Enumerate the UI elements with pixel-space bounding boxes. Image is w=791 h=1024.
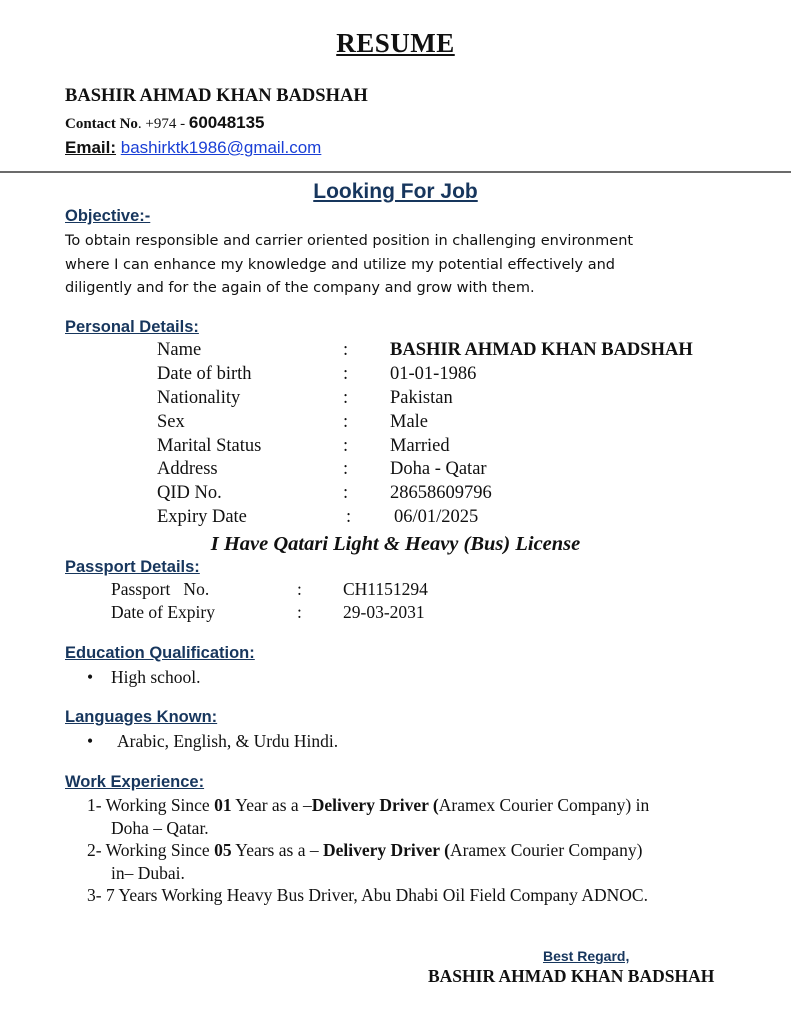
work-item xyxy=(87,839,642,862)
language-item: Arabic, English, & Urdu Hindi. xyxy=(117,731,339,751)
bullet-icon: • xyxy=(87,667,94,687)
contact-label: Contact No xyxy=(65,116,138,132)
personal-label-marital-status: Marital Status xyxy=(157,436,262,456)
email-line xyxy=(65,138,321,158)
passport-label-number: Passport No. xyxy=(111,579,210,599)
work-item-text: Working Since xyxy=(105,795,215,815)
passport-value-number: CH1151294 xyxy=(343,579,428,599)
personal-label-expiry: Expiry Date xyxy=(157,507,247,527)
work-item-text: Year as a – xyxy=(231,795,312,815)
resume-title: RESUME xyxy=(336,28,455,58)
personal-value-address: Doha - Qatar xyxy=(390,459,487,479)
signoff-name: BASHIR AHMAD KHAN BADSHAH xyxy=(428,966,715,986)
separator-colon: : xyxy=(343,459,349,479)
email-label: Email: xyxy=(65,138,117,157)
work-item-location: Doha – Qatar. xyxy=(111,818,209,838)
bullet-icon: • xyxy=(87,731,94,751)
work-item-number: 1- xyxy=(87,795,102,815)
personal-label-nationality: Nationality xyxy=(157,388,241,408)
best-regard: Best Regard, xyxy=(543,948,630,964)
objective-heading: Objective:- xyxy=(65,207,151,225)
work-item-location: in– Dubai. xyxy=(111,863,185,883)
personal-value-marital-status: Married xyxy=(390,436,450,456)
work-item xyxy=(87,884,648,907)
separator-colon: : xyxy=(343,364,349,384)
work-item-role: Delivery Driver ( xyxy=(322,840,450,860)
separator-colon: : xyxy=(346,507,352,527)
work-item xyxy=(87,794,649,817)
separator-colon: : xyxy=(343,412,349,432)
work-item-years: 01 xyxy=(214,795,232,815)
personal-label-dob: Date of birth xyxy=(157,364,252,384)
work-item-company: Aramex Courier Company) in xyxy=(438,795,650,815)
personal-value-sex: Male xyxy=(390,412,429,432)
separator-colon: : xyxy=(343,388,349,408)
license-note: I Have Qatari Light & Heavy (Bus) License xyxy=(210,533,581,555)
separator-colon: : xyxy=(343,436,349,456)
objective-line: diligently and for the again of the company and grow with them. xyxy=(65,280,535,296)
personal-label-name: Name xyxy=(157,340,202,360)
personal-value-expiry: 06/01/2025 xyxy=(394,507,479,527)
work-experience-heading: Work Experience: xyxy=(65,773,205,791)
contact-line xyxy=(65,113,265,133)
personal-value-dob: 01-01-1986 xyxy=(390,364,477,384)
passport-value-expiry: 29-03-2031 xyxy=(343,602,425,622)
email-link[interactable]: bashirktk1986@gmail.com xyxy=(120,138,322,157)
work-item-text: Working Since xyxy=(105,840,215,860)
header-divider xyxy=(0,171,791,173)
work-item-number: 2- xyxy=(87,840,102,860)
languages-heading: Languages Known: xyxy=(65,708,218,726)
contact-prefix: . +974 - xyxy=(137,116,189,132)
personal-value-nationality: Pakistan xyxy=(390,388,453,408)
personal-details-heading: Personal Details: xyxy=(65,318,199,336)
personal-label-address: Address xyxy=(157,459,218,479)
applicant-name: BASHIR AHMAD KHAN BADSHAH xyxy=(65,86,368,106)
work-item-years: 05 xyxy=(214,840,232,860)
passport-label-expiry: Date of Expiry xyxy=(111,602,215,622)
separator-colon: : xyxy=(343,483,349,503)
separator-colon: : xyxy=(297,602,302,622)
work-item-role: Delivery Driver ( xyxy=(311,795,439,815)
work-item-text: Years as a – xyxy=(231,840,323,860)
separator-colon: : xyxy=(343,340,349,360)
separator-colon: : xyxy=(297,579,302,599)
work-item-number: 3- xyxy=(87,885,102,905)
education-heading: Education Qualification: xyxy=(65,644,255,662)
passport-details-heading: Passport Details: xyxy=(65,558,200,576)
contact-number: 60048135 xyxy=(188,113,265,132)
work-item-text: 7 Years Working Heavy Bus Driver, Abu Dhabi Oil Field Company ADNOC. xyxy=(105,885,648,905)
personal-value-qid: 28658609796 xyxy=(390,483,492,503)
objective-line: where I can enhance my knowledge and utilize my potential effectively and xyxy=(65,257,616,273)
personal-value-name: BASHIR AHMAD KHAN BADSHAH xyxy=(390,340,693,360)
objective-line: To obtain responsible and carrier oriented position in challenging environment xyxy=(65,233,634,249)
personal-label-sex: Sex xyxy=(157,412,185,432)
education-item: High school. xyxy=(111,667,201,687)
work-item-company: Aramex Courier Company) xyxy=(449,840,643,860)
personal-label-qid: QID No. xyxy=(157,483,222,503)
looking-for-heading: Looking For Job xyxy=(313,180,478,203)
